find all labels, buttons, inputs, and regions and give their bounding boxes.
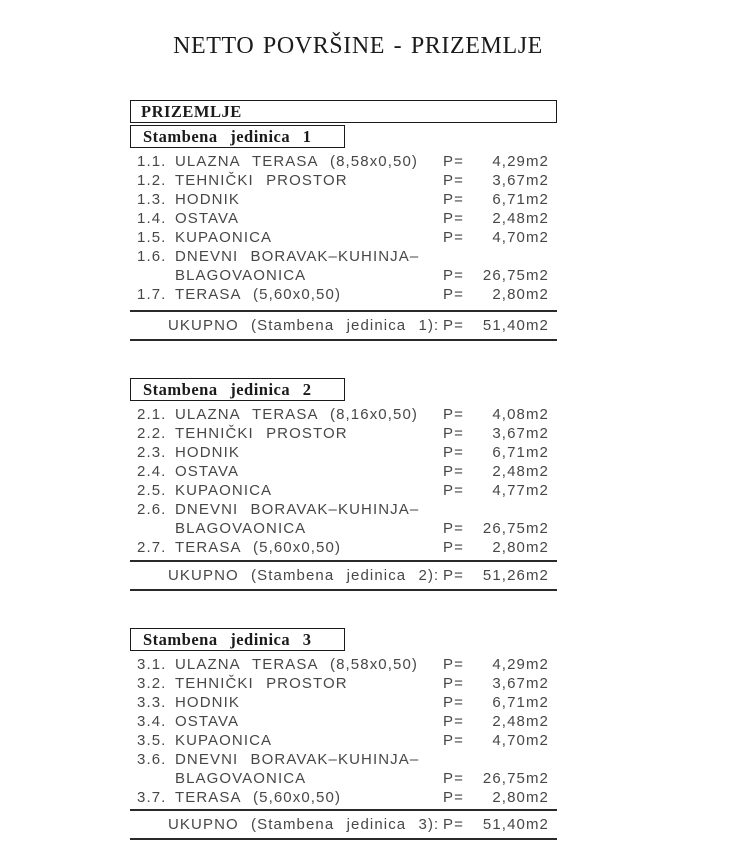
item-name: KUPAONICA — [175, 482, 273, 499]
item-area-label: P= — [443, 789, 464, 806]
unit-total-label: UKUPNO (Stambena jedinica 3): — [168, 816, 440, 833]
area-row — [130, 209, 557, 228]
item-name: OSTAVA — [175, 463, 240, 480]
item-name-line2: BLAGOVAONICA — [175, 267, 307, 284]
unit-total — [130, 560, 557, 591]
item-name: TERASA (5,60x0,50) — [175, 539, 342, 556]
item-name: ULAZNA TERASA (8,16x0,50) — [175, 406, 418, 423]
item-area-value: 2,80m2 — [492, 539, 549, 556]
unit-total-area-value: 51,40m2 — [482, 816, 549, 833]
unit-total — [130, 809, 557, 840]
item-number: 1.3. — [137, 191, 167, 208]
unit-total-row — [130, 566, 557, 585]
item-number: 2.1. — [137, 406, 167, 423]
item-number: 1.6. — [137, 248, 167, 265]
unit-rows — [130, 655, 557, 807]
area-row — [130, 655, 557, 674]
area-row-continuation — [130, 519, 557, 538]
item-area-label: P= — [443, 229, 464, 246]
item-name: HODNIK — [175, 694, 240, 711]
item-number: 2.6. — [137, 501, 167, 518]
item-area-label: P= — [443, 539, 464, 556]
item-name: DNEVNI BORAVAK–KUHINJA– — [175, 248, 420, 265]
item-area-label: P= — [443, 210, 464, 227]
unit-header-label: Stambena jedinica 2 — [143, 379, 312, 399]
item-name: TEHNIČKI PROSTOR — [175, 425, 348, 442]
item-area-value: 26,75m2 — [482, 267, 549, 284]
area-row — [130, 712, 557, 731]
item-number: 1.1. — [137, 153, 167, 170]
area-row — [130, 481, 557, 500]
unit-section — [130, 628, 557, 842]
item-number: 1.2. — [137, 172, 167, 189]
area-row — [130, 405, 557, 424]
area-row — [130, 171, 557, 190]
unit-total-area-label: P= — [443, 816, 464, 833]
item-name: KUPAONICA — [175, 229, 273, 246]
item-area-label: P= — [443, 425, 464, 442]
item-area-value: 3,67m2 — [492, 425, 549, 442]
item-area-value: 6,71m2 — [492, 694, 549, 711]
item-number: 3.5. — [137, 732, 167, 749]
item-area-label: P= — [443, 267, 464, 284]
item-number: 2.5. — [137, 482, 167, 499]
item-area-value: 4,70m2 — [492, 229, 549, 246]
area-row — [130, 731, 557, 750]
item-name: ULAZNA TERASA (8,58x0,50) — [175, 153, 418, 170]
item-name: OSTAVA — [175, 210, 240, 227]
unit-header-box — [130, 378, 345, 401]
unit-header-label: Stambena jedinica 3 — [143, 629, 312, 649]
item-name: DNEVNI BORAVAK–KUHINJA– — [175, 501, 420, 518]
item-number: 3.7. — [137, 789, 167, 806]
item-area-label: P= — [443, 694, 464, 711]
item-area-value: 4,29m2 — [492, 153, 549, 170]
item-area-value: 4,08m2 — [492, 406, 549, 423]
item-name: DNEVNI BORAVAK–KUHINJA– — [175, 751, 420, 768]
floor-header-label: PRIZEMLJE — [141, 101, 242, 121]
item-name-line2: BLAGOVAONICA — [175, 520, 307, 537]
item-area-label: P= — [443, 732, 464, 749]
item-area-value: 2,80m2 — [492, 789, 549, 806]
item-name: ULAZNA TERASA (8,58x0,50) — [175, 656, 418, 673]
unit-header-box — [130, 628, 345, 651]
item-area-label: P= — [443, 153, 464, 170]
page-title: NETTO POVRŠINE - PRIZEMLJE — [173, 33, 543, 59]
area-row — [130, 693, 557, 712]
item-area-label: P= — [443, 172, 464, 189]
unit-header-box — [130, 125, 345, 148]
item-number: 1.7. — [137, 286, 167, 303]
item-number: 2.3. — [137, 444, 167, 461]
item-area-value: 4,29m2 — [492, 656, 549, 673]
unit-total-area-value: 51,40m2 — [482, 317, 549, 334]
item-number: 3.1. — [137, 656, 167, 673]
item-number: 2.4. — [137, 463, 167, 480]
item-area-value: 26,75m2 — [482, 520, 549, 537]
item-area-label: P= — [443, 463, 464, 480]
unit-total-area-label: P= — [443, 567, 464, 584]
item-area-value: 3,67m2 — [492, 675, 549, 692]
item-area-label: P= — [443, 520, 464, 537]
item-number: 3.4. — [137, 713, 167, 730]
item-name: OSTAVA — [175, 713, 240, 730]
area-row-continuation — [130, 769, 557, 788]
item-name: TERASA (5,60x0,50) — [175, 789, 342, 806]
item-name-line2: BLAGOVAONICA — [175, 770, 307, 787]
area-row — [130, 228, 557, 247]
item-area-label: P= — [443, 286, 464, 303]
area-row — [130, 285, 557, 304]
unit-total-area-value: 51,26m2 — [482, 567, 549, 584]
item-number: 3.6. — [137, 751, 167, 768]
item-area-value: 4,77m2 — [492, 482, 549, 499]
unit-header-label: Stambena jedinica 1 — [143, 126, 312, 146]
item-area-label: P= — [443, 482, 464, 499]
unit-total-area-label: P= — [443, 317, 464, 334]
item-area-value: 2,80m2 — [492, 286, 549, 303]
item-name: TEHNIČKI PROSTOR — [175, 172, 348, 189]
unit-total — [130, 310, 557, 341]
item-area-label: P= — [443, 656, 464, 673]
area-row — [130, 788, 557, 807]
item-area-label: P= — [443, 675, 464, 692]
unit-total-label: UKUPNO (Stambena jedinica 2): — [168, 567, 440, 584]
item-area-label: P= — [443, 713, 464, 730]
item-area-value: 2,48m2 — [492, 713, 549, 730]
item-name: KUPAONICA — [175, 732, 273, 749]
item-area-label: P= — [443, 191, 464, 208]
unit-total-row — [130, 815, 557, 834]
item-area-value: 6,71m2 — [492, 444, 549, 461]
area-row — [130, 190, 557, 209]
unit-rows — [130, 405, 557, 557]
area-row — [130, 152, 557, 171]
item-area-value: 2,48m2 — [492, 463, 549, 480]
area-row — [130, 424, 557, 443]
area-row — [130, 500, 557, 519]
item-number: 1.4. — [137, 210, 167, 227]
item-name: HODNIK — [175, 191, 240, 208]
unit-section — [130, 125, 557, 343]
item-area-label: P= — [443, 444, 464, 461]
item-area-value: 26,75m2 — [482, 770, 549, 787]
unit-total-label: UKUPNO (Stambena jedinica 1): — [168, 317, 440, 334]
item-number: 2.2. — [137, 425, 167, 442]
area-row — [130, 247, 557, 266]
item-name: TERASA (5,60x0,50) — [175, 286, 342, 303]
item-area-value: 3,67m2 — [492, 172, 549, 189]
area-row — [130, 443, 557, 462]
unit-section — [130, 378, 557, 593]
item-number: 2.7. — [137, 539, 167, 556]
item-area-value: 4,70m2 — [492, 732, 549, 749]
unit-total-row — [130, 316, 557, 335]
item-number: 3.3. — [137, 694, 167, 711]
item-number: 3.2. — [137, 675, 167, 692]
area-row — [130, 750, 557, 769]
item-name: HODNIK — [175, 444, 240, 461]
area-row — [130, 538, 557, 557]
floor-header-box — [130, 100, 557, 123]
area-row-continuation — [130, 266, 557, 285]
item-area-value: 6,71m2 — [492, 191, 549, 208]
area-row — [130, 674, 557, 693]
item-area-label: P= — [443, 406, 464, 423]
unit-rows — [130, 152, 557, 304]
area-row — [130, 462, 557, 481]
item-area-value: 2,48m2 — [492, 210, 549, 227]
item-area-label: P= — [443, 770, 464, 787]
item-name: TEHNIČKI PROSTOR — [175, 675, 348, 692]
item-number: 1.5. — [137, 229, 167, 246]
